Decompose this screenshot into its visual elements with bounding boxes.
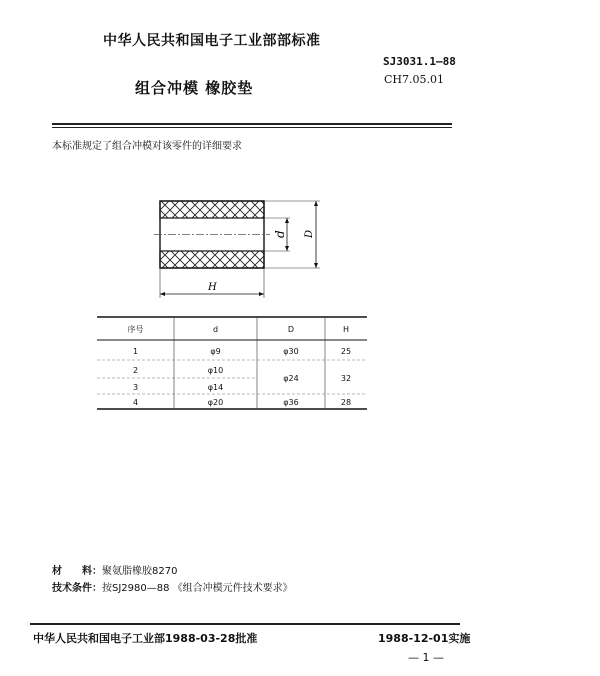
cell-H: 28: [340, 398, 352, 407]
intro-text: 本标准规定了组合冲模对该零件的详细要求: [52, 141, 242, 152]
material-line: [52, 562, 177, 577]
cell-d: φ20: [207, 398, 224, 407]
rubber-pad-drawing: [140, 190, 340, 310]
table-row: [97, 361, 367, 379]
effective-date: 1988-12-01实施: [378, 632, 471, 645]
classification-number: CH7.05.01: [384, 73, 444, 86]
label-D: D: [304, 229, 315, 238]
cell-H: 32: [340, 373, 352, 383]
table-row: [97, 395, 367, 410]
cell-d: φ9: [210, 346, 221, 356]
cell-no: 2: [132, 365, 139, 375]
org-title: 中华人民共和国电子工业部部标准: [103, 33, 321, 49]
requirements-label: 技术条件：: [52, 583, 102, 594]
header-no: 序号: [127, 325, 144, 334]
pad-hatch-bottom: [160, 251, 264, 268]
standard-number: SJ3031.1—88: [383, 55, 456, 68]
header-rule-bottom: [52, 127, 452, 128]
label-H: H: [208, 282, 217, 293]
material-label: 材 料：: [52, 566, 102, 577]
cell-D: φ30: [283, 346, 299, 356]
part-title: 组合冲模 橡胶垫: [135, 79, 254, 97]
cell-D: φ36: [283, 398, 299, 407]
cell-d: φ14: [207, 382, 224, 392]
material-value: 聚氨脂橡胶8270: [102, 566, 178, 577]
dimension-table: [97, 318, 367, 410]
table-header-row: [97, 318, 367, 341]
requirements-line: [52, 579, 293, 594]
label-d: d: [273, 230, 287, 238]
footer-rule: [30, 623, 460, 625]
header-rule-top: [52, 123, 452, 125]
table-row: [97, 341, 367, 361]
cell-D: φ24: [283, 373, 299, 383]
pad-hatch-top: [160, 201, 264, 218]
header-H: H: [342, 325, 349, 334]
page-number: — 1 —: [408, 651, 444, 664]
cell-no: 3: [132, 382, 139, 392]
cell-no: 4: [132, 398, 139, 407]
approval-date: 中华人民共和国电子工业部1988-03-28批准: [33, 632, 258, 645]
header-d: d: [212, 325, 219, 334]
cell-H: 25: [340, 346, 352, 356]
cell-no: 1: [132, 346, 139, 356]
header-D: D: [287, 325, 295, 334]
cell-d: φ10: [207, 365, 224, 375]
requirements-value: 按SJ2980—88 《组合冲模元件技术要求》: [102, 583, 293, 594]
